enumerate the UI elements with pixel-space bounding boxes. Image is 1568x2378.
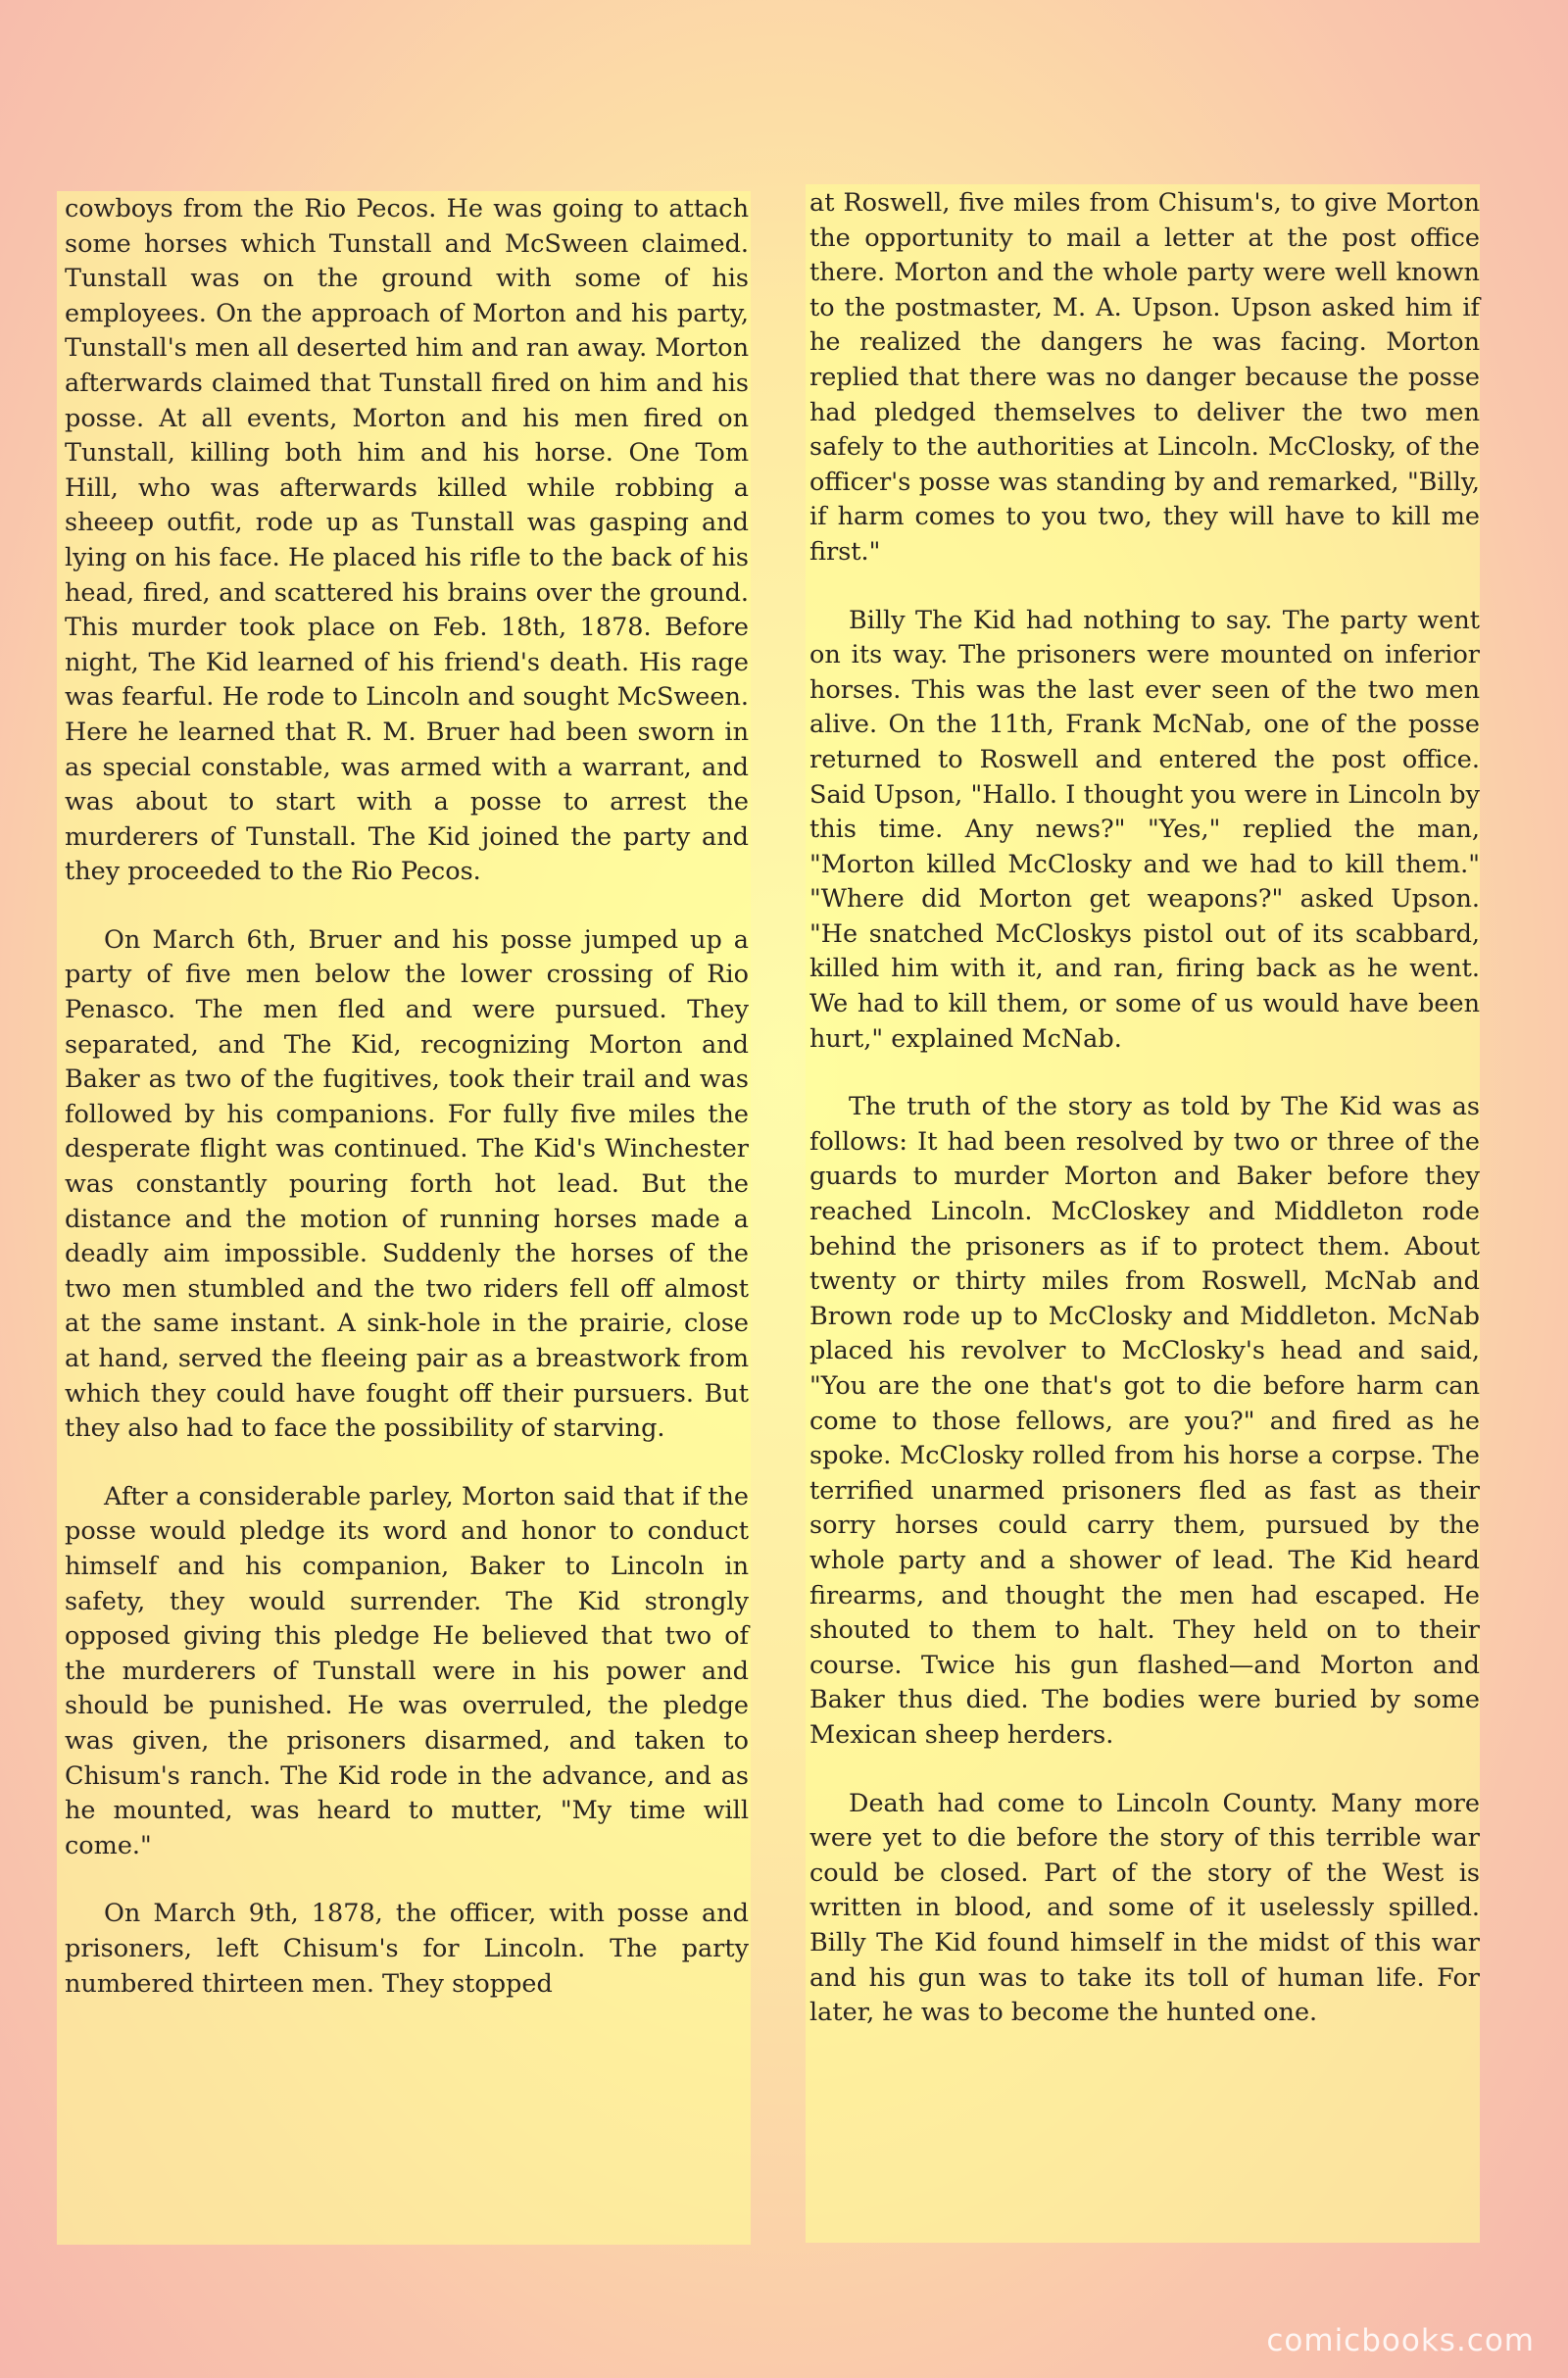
right-paragraph-4: Death had come to Lincoln County. Many more were yet to die before the story of this terrible war could be closed. Part of the story of the West is written in blood, and some of it uselessly spilled. Billy The Kid found himself in the midst of this war and his gun was to take its toll of human life. For later, he was to become the hunted one.	[809, 1788, 1480, 2028]
site-watermark: comicbooks.com	[1266, 2323, 1535, 2358]
right-paragraph-1: at Roswell, five miles from Chisum's, to give Morton the opportunity to mail a letter at the post office there. Morton and the whole party were well known to the postmaster, M. A. Upson. Upson asked him if he realized the dangers he was facing. Morton replied that there was no danger because the posse had pledged themselves to deliver the two men safely to the authorities at Lincoln. McClosky, of the officer's posse was standing by and remarked, "Billy, if harm comes to you two, they will have to kill me first."	[809, 188, 1480, 567]
right-text-column	[809, 186, 1480, 2064]
right-paragraph-2: Billy The Kid had nothing to say. The party went on its way. The prisoners were mounted on inferior horses. This was the last ever seen of the two men alive. On the 11th, Frank McNab, one of the posse returned to Roswell and entered the post office. Said Upson, "Hallo. I thought you were in Lincoln by this time. Any news?" "Yes," replied the man, "Morton killed McClosky and we had to kill them." "Where did Morton get weapons?" asked Upson. "He snatched McCloskys pistol out of its scabbard, killed him with it, and ran, firing back as he went. We had to kill them, or some of us would have been hurt," explained McNab.	[809, 605, 1480, 1054]
left-text-column	[65, 192, 749, 2035]
left-paragraph-1: cowboys from the Rio Pecos. He was going to attach some horses which Tunstall and McSween claimed. Tunstall was on the ground with some of his employees. On the approach of Morton and his party, Tunstall's men all deserted him and ran away. Morton afterwards claimed that Tunstall fired on him and his posse. At all events, Morton and his men fired on Tunstall, killing both him and his horse. One Tom Hill, who was afterwards killed while robbing a sheeep outfit, rode up as Tunstall was gasping and lying on his face. He placed his rifle to the back of his head, fired, and scattered his brains over the ground. This murder took place on Feb. 18th, 1878. Before night, The Kid learned of his friend's death. His rage was fearful. He rode to Lincoln and sought McSween. Here he learned that R. M. Bruer had been sworn in as special constable, was armed with a warrant, and was about to start with a posse to arrest the murderers of Tunstall. The Kid joined the party and they proceeded to the Rio Pecos.	[65, 194, 749, 887]
left-paragraph-2: On March 6th, Bruer and his posse jumped up a party of five men below the lower crossing of Rio Penasco. The men fled and were pursued. They separated, and The Kid, recognizing Morton and Baker as two of the fugitives, took their trail and was followed by his companions. For fully five miles the desperate flight was continued. The Kid's Winchester was constantly pouring forth hot lead. But the distance and the motion of running horses made a deadly aim impossible. Suddenly the horses of the two men stumbled and the two riders fell off almost at the same instant. A sink-hole in the prairie, close at hand, served the fleeing pair as a breastwork from which they could have fought off their pursuers. But they also had to face the possibility of starving.	[65, 924, 749, 1444]
right-paragraph-3: The truth of the story as told by The Kid was as follows: It had been resolved by two or three of the guards to murder Morton and Baker before they reached Lincoln. McCloskey and Middleton rode behind the prisoners as if to protect them. About twenty or thirty miles from Roswell, McNab and Brown rode up to McClosky and Middleton. McNab placed his revolver to McClosky's head and said, "You are the one that's got to die before harm can come to those fellows, are you?" and fired as he spoke. McClosky rolled from his horse a corpse. The terrified unarmed prisoners fled as fast as their sorry horses could carry them, pursued by the whole party and a shower of lead. The Kid heard firearms, and thought the men had escaped. He shouted to them to halt. They held on to their course. Twice his gun flashed—and Morton and Baker thus died. The bodies were buried by some Mexican sheep herders.	[809, 1092, 1480, 1750]
left-paragraph-3: After a considerable parley, Morton said that if the posse would pledge its word and honor to conduct himself and his companion, Baker to Lincoln in safety, they would surrender. The Kid strongly opposed giving this pledge He believed that two of the murderers of Tunstall were in his power and should be punished. He was overruled, the pledge was given, the prisoners disarmed, and taken to Chisum's ranch. The Kid rode in the advance, and as he mounted, was heard to mutter, "My time will come."	[65, 1481, 749, 1860]
left-paragraph-4: On March 9th, 1878, the officer, with posse and prisoners, left Chisum's for Lincoln. The party numbered thirteen men. They stopped	[65, 1899, 749, 1999]
